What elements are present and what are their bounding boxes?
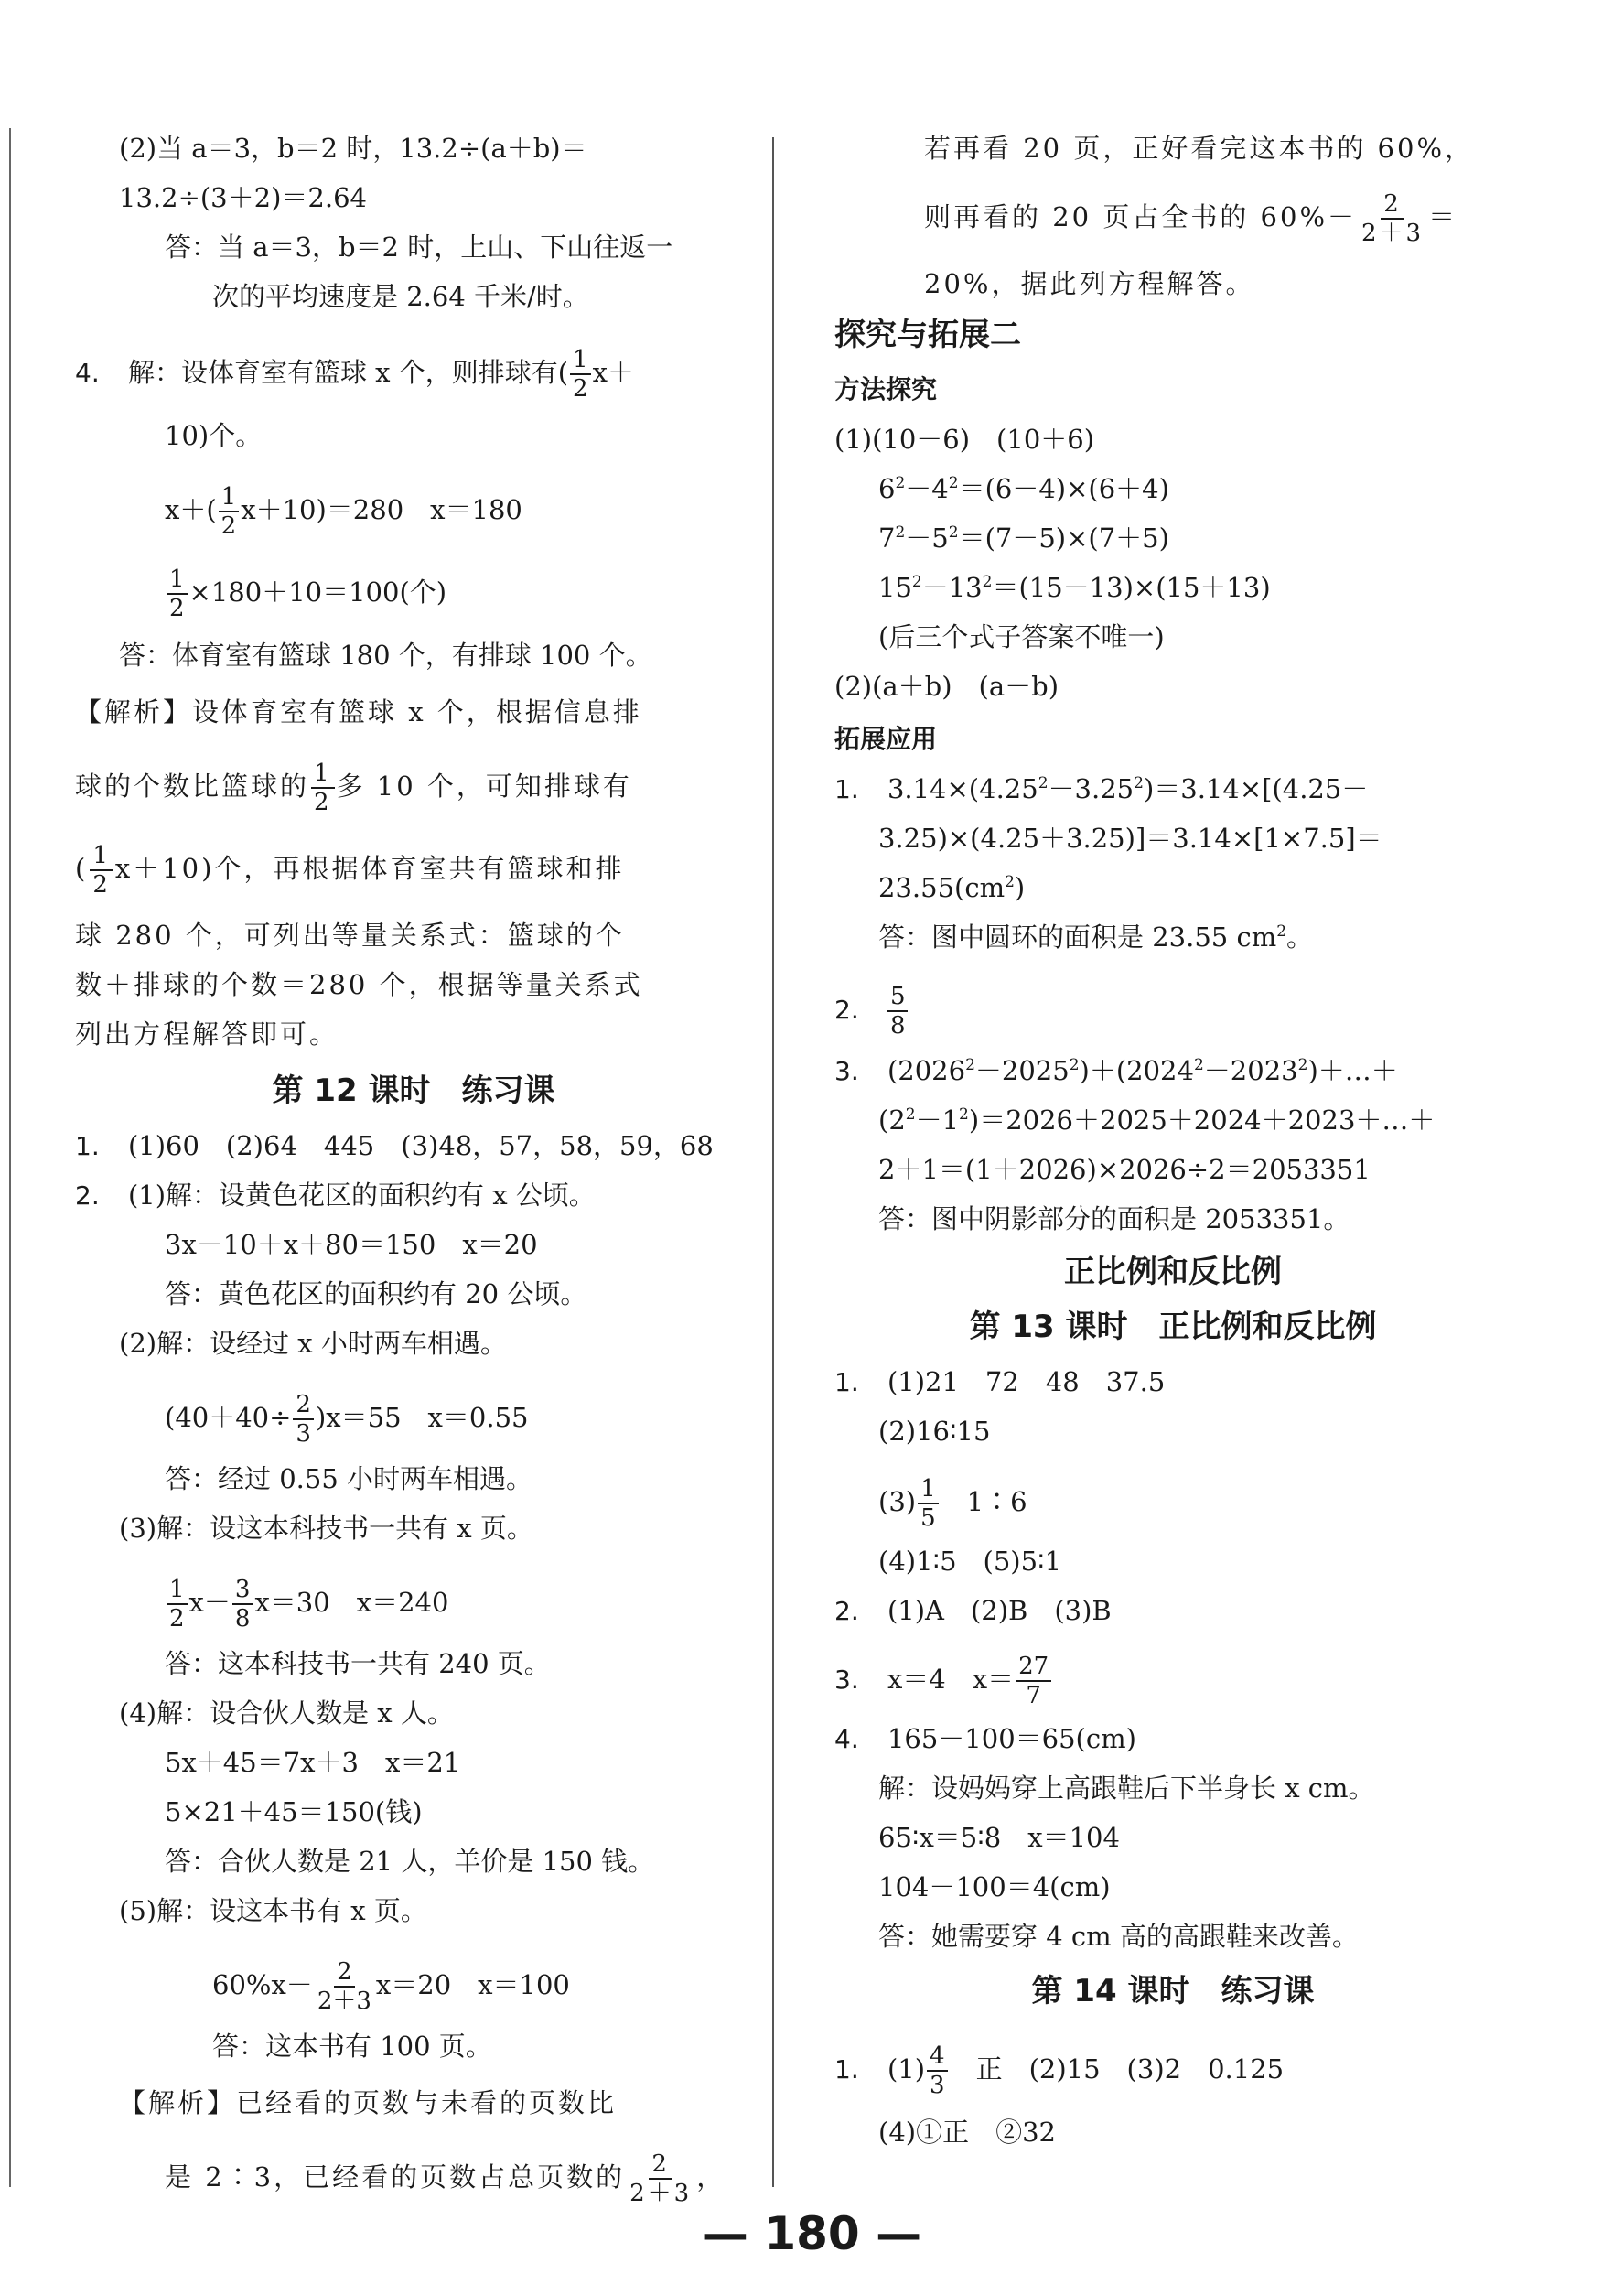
question-number: 1.: [834, 774, 859, 804]
answer-line: 答：合伙人数是 21 人，羊价是 150 钱。: [165, 1846, 655, 1877]
text-line: (2)16∶15: [878, 1416, 991, 1447]
text-line: (3) $\frac{1}{5}$ 1∶6: [878, 1475, 1027, 1532]
fraction: $\frac{4}{3}$: [927, 2042, 948, 2099]
section-heading-explore-2: 探究与拓展二: [834, 317, 1021, 353]
text-segment: 解：设体育室有篮球 x 个，则排球有(: [127, 357, 569, 388]
equation-line: 3x－10＋x＋80＝150 x＝20: [165, 1229, 538, 1260]
equation-line: 65∶x＝5∶8 x＝104: [878, 1822, 1120, 1853]
analysis-line: 数＋排球的个数＝280 个，根据等量关系式: [75, 969, 643, 1000]
fraction: $\frac{2}{2+3}$: [1361, 190, 1425, 247]
question-3: 3. $(2026^2-2025^2)+(2024^2-2023^2)+\dots+$: [834, 1052, 1398, 1090]
analysis-line: ( $\frac{1}{2}$ x＋10)个，再根据体育室共有篮球和排: [75, 842, 625, 899]
question-4: [75, 346, 634, 403]
text-line: (4)1∶5 (5)5∶1: [878, 1546, 1062, 1577]
analysis-line: 球的个数比篮球的 $\frac{1}{2}$ 多 10 个，可知排球有: [75, 760, 632, 816]
text-line: (3)解：设这本科技书一共有 x 页。: [119, 1513, 533, 1544]
fraction: $\frac{1}{2}$: [167, 566, 188, 622]
text-segment: x＋: [592, 357, 634, 388]
section-title-lesson-14: 第 14 课时 练习课: [1031, 1973, 1315, 2009]
note-line: (后三个式子答案不唯一): [878, 621, 1165, 652]
equation-line: $7^2-5^2=(7-5)\times(7+5)$: [878, 523, 1169, 554]
question-number: 2.: [834, 1596, 859, 1626]
section-title-lesson-13: 第 13 课时 正比例和反比例: [969, 1309, 1377, 1345]
equation-line: (40＋40÷ $\frac{2}{3}$ )x＝55 x＝0.55: [165, 1391, 529, 1448]
question-number: 4.: [75, 358, 100, 388]
equation-line: 2＋1＝(1＋2026)×2026÷2＝2053351: [878, 1154, 1371, 1185]
text-line: 次的平均速度是 2.64 千米/时。: [212, 281, 589, 312]
column-divider: [772, 137, 774, 2187]
text-line: 13.2÷(3＋2)＝2.64: [119, 182, 367, 213]
equation-line: $\frac{1}{2}$ ×180＋10＝100(个): [165, 566, 446, 622]
question-number: 3.: [834, 1056, 859, 1086]
equation-line: 104－100＝4(cm): [878, 1871, 1111, 1902]
equation-line: 3.25)×(4.25＋3.25)]＝3.14×[1×7.5]＝: [878, 823, 1382, 854]
question-number: 1.: [75, 1131, 100, 1161]
answer-line: 答：经过 0.55 小时两车相遇。: [165, 1463, 533, 1494]
analysis-line: 【解析】已经看的页数与未看的页数比: [119, 2087, 618, 2118]
equation-line: 60%x－ $\frac{2}{2+3}$ x＝20 x＝100: [212, 1958, 570, 2015]
analysis-line: 则再看的 20 页占全书的 60%－ $\frac{2}{2+3}$ ＝: [924, 190, 1458, 247]
fraction: $\frac{1}{2}$: [219, 483, 240, 540]
question-number: 1.: [834, 2054, 859, 2085]
subheading-method: 方法探究: [834, 374, 938, 404]
answer-line: 答：这本书有 100 页。: [212, 2031, 492, 2062]
question-4: 4. 165－100＝65(cm): [834, 1720, 1136, 1758]
equation-line: 5x＋45＝7x＋3 x＝21: [165, 1747, 461, 1778]
question-2: 2. (1)解：设黄色花区的面积约有 x 公顷。: [75, 1177, 596, 1214]
question-number: 2.: [834, 995, 859, 1025]
text-line: (2)解：设经过 x 小时两车相遇。: [119, 1328, 507, 1359]
analysis-line: 球 280 个，可列出等量关系式：篮球的个: [75, 920, 625, 951]
equation-line: 5×21＋45＝150(钱): [165, 1796, 423, 1827]
answer-line: 答：这本科技书一共有 240 页。: [165, 1648, 551, 1679]
fraction: $\frac{1}{2}$: [167, 1576, 188, 1632]
analysis-line: 若再看 20 页，正好看完这本书的 60%，: [924, 133, 1475, 164]
fraction: $\frac{1}{2}$: [311, 760, 335, 816]
question-number: 1.: [834, 1367, 859, 1397]
text-line: 解：设妈妈穿上高跟鞋后下半身长 x cm。: [878, 1772, 1375, 1804]
question-number: 3.: [834, 1665, 859, 1695]
section-title-proportion: 正比例和反比例: [1064, 1254, 1282, 1290]
text-line: (4)解：设合伙人数是 x 人。: [119, 1697, 454, 1729]
answer-line: 答：黄色花区的面积约有 20 公顷。: [165, 1278, 587, 1309]
fraction: $\frac{1}{5}$: [918, 1475, 939, 1532]
equation-line: $6^2-4^2=(6-4)\times(6+4)$: [878, 473, 1169, 504]
answer-line: 答：图中阴影部分的面积是 2053351。: [878, 1203, 1350, 1234]
subheading-application: 拓展应用: [834, 724, 938, 754]
text-line: 10)个。: [165, 420, 263, 451]
answer-line: 答：她需要穿 4 cm 高的高跟鞋来改善。: [878, 1921, 1359, 1952]
page-edge-line: [9, 128, 11, 2187]
text-line: (2)当 a＝3，b＝2 时，13.2÷(a＋b)＝: [119, 133, 587, 164]
question-3: 3. x＝4 x＝ $\frac{27}{7}$: [834, 1653, 1053, 1709]
fraction: $\frac{27}{7}$: [1016, 1653, 1051, 1709]
text-line: (4)①正 ②32: [878, 2117, 1056, 2148]
text-line: 答：当 a＝3，b＝2 时，上山、下山往返一: [165, 232, 673, 263]
question-2: 2. (1)A (2)B (3)B: [834, 1592, 1112, 1630]
analysis-line: 20%，据此列方程解答。: [924, 268, 1255, 299]
analysis-line: 【解析】设体育室有篮球 x 个，根据信息排: [75, 696, 642, 727]
equation-line: x＋( $\frac{1}{2}$ x＋10)＝280 x＝180: [165, 483, 522, 540]
question-1: 1. (1) $\frac{4}{3}$ 正 (2)15 (3)2 0.125: [834, 2042, 1285, 2099]
fraction: $\frac{2}{2+3}$: [629, 2150, 693, 2207]
question-1: 1. $3.14\times(4.25^2-3.25^2)=3.14\times[(4.25-$: [834, 770, 1368, 808]
analysis-line: 是 2∶3，已经看的页数占总页数的 $\frac{2}{2+3}$ ，: [165, 2150, 726, 2207]
fraction: $\frac{5}{8}$: [887, 983, 909, 1040]
question-2: [834, 983, 909, 1040]
text-line: (5)解：设这本书有 x 页。: [119, 1895, 427, 1926]
answer-line: 答：图中圆环的面积是 23.55 $cm^2$。: [878, 921, 1314, 953]
section-title-lesson-12: 第 12 课时 练习课: [272, 1072, 555, 1109]
question-1: 1. (1)60 (2)64 445 (3)48，57，58，59，68: [75, 1127, 714, 1165]
question-number: 2.: [75, 1180, 100, 1211]
equation-line: $15^2-13^2=(15-13)\times(15+13)$: [878, 572, 1271, 603]
answer-line: 答：体育室有篮球 180 个，有排球 100 个。: [119, 640, 652, 671]
question-1: 1. (1)21 72 48 37.5: [834, 1363, 1165, 1401]
fraction: $\frac{2}{3}$: [293, 1391, 314, 1448]
analysis-line: 列出方程解答即可。: [75, 1018, 339, 1050]
question-number: 4.: [834, 1724, 859, 1754]
fraction: $\frac{1}{2}$: [90, 842, 113, 899]
equation-line: $\frac{1}{2}$ x－ $\frac{3}{8}$ x＝30 x＝240: [165, 1576, 448, 1632]
fraction: $\frac{1}{2}$: [570, 346, 591, 403]
fraction: $\frac{2}{2+3}$: [317, 1958, 371, 2015]
text-line: (1)(10－6) (10＋6): [834, 424, 1095, 455]
equation-line: $(2^2-1^2)=2026+2025+2024+2023+\dots+$: [878, 1104, 1436, 1136]
fraction: $\frac{3}{8}$: [232, 1576, 253, 1632]
text-line: (2)(a＋b) (a－b): [834, 671, 1059, 702]
equation-line: $23.55(cm^2)$: [878, 872, 1026, 903]
page-number: — 180 —: [702, 2207, 922, 2260]
